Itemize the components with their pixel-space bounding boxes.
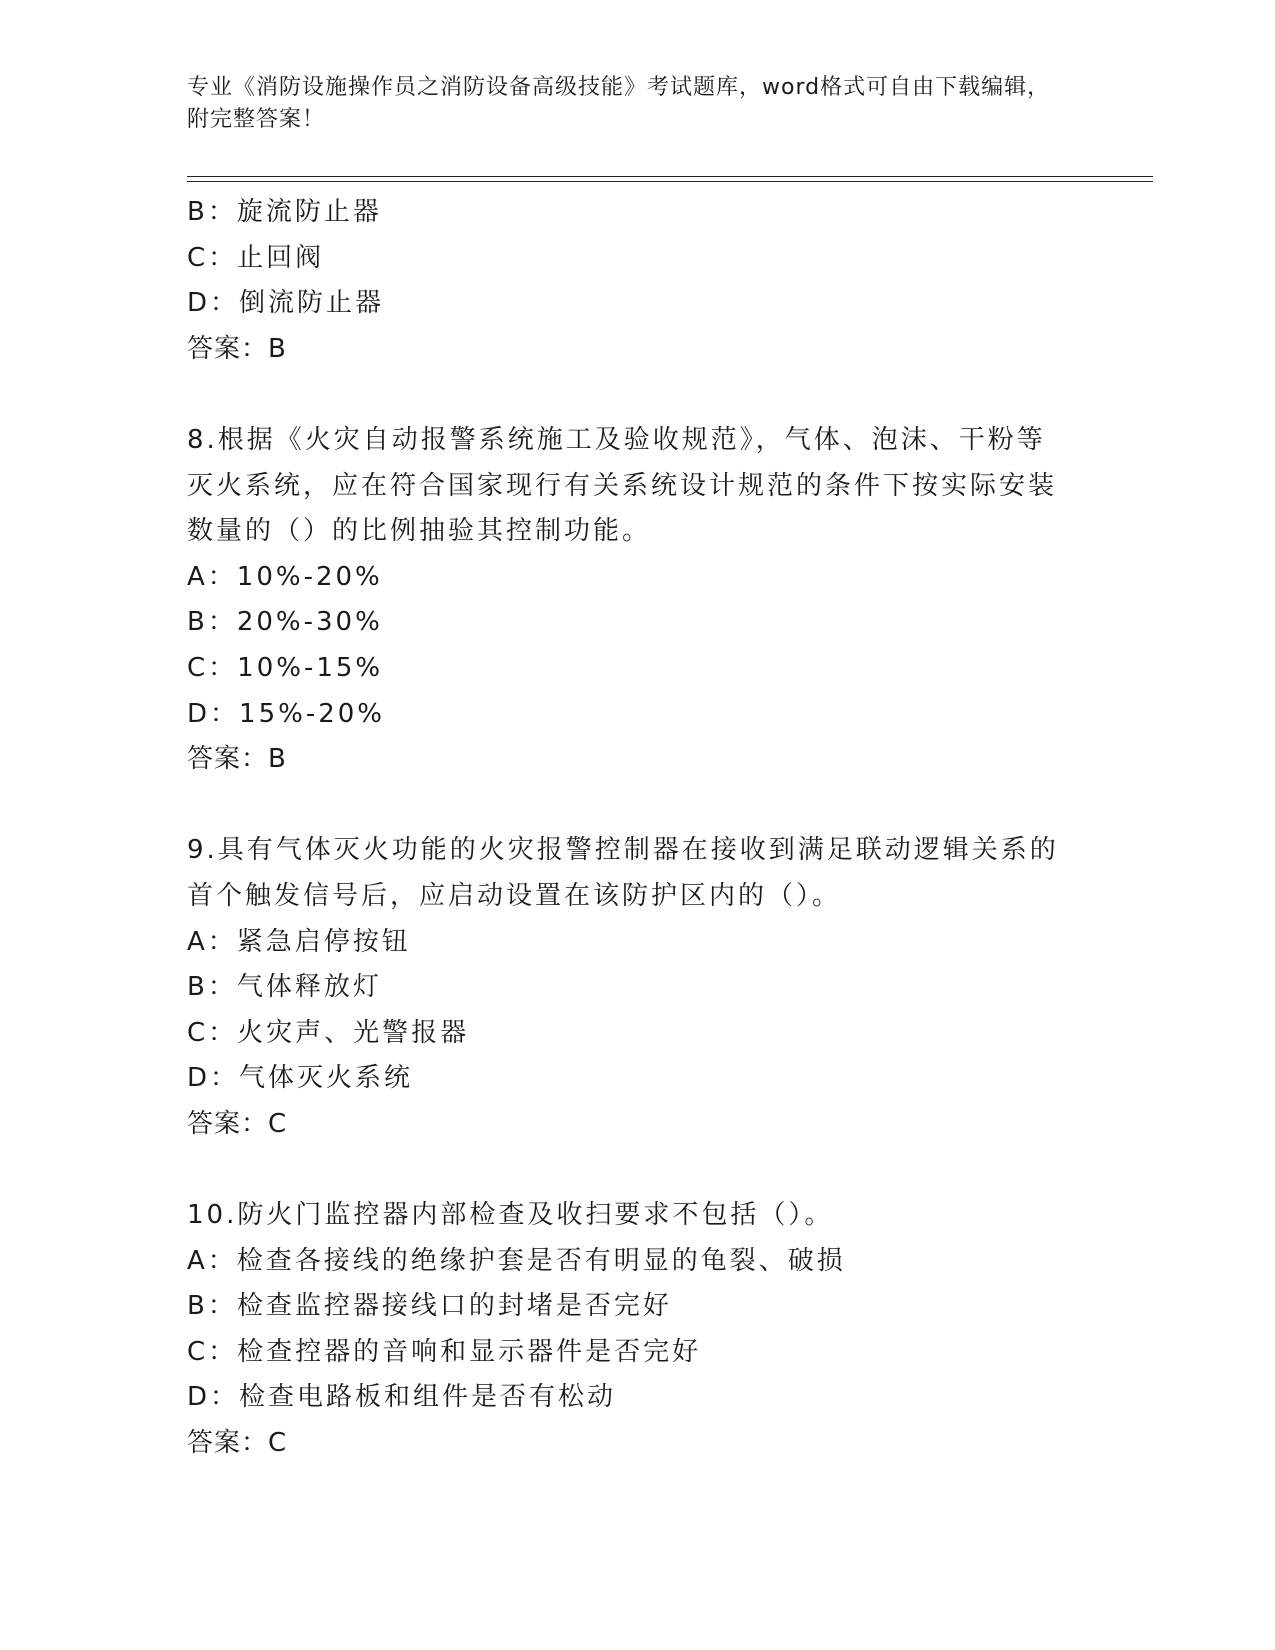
option-b: B：气体释放灯 — [187, 972, 382, 1003]
question-stem: 9.具有气体灭火功能的火灾报警控制器在接收到满足联动逻辑关系的首个触发信号后，应启动设置在该防护区内的（）。 — [187, 835, 1059, 911]
answer-line: 答案：C — [187, 1428, 288, 1459]
option-d: D：倒流防止器 — [187, 288, 385, 319]
option-c: C：10%-15% — [187, 652, 384, 683]
option-a: A：紧急启停按钮 — [187, 926, 411, 957]
header-rule-top — [187, 176, 1153, 177]
answer-line: 答案：B — [187, 744, 287, 775]
option-a: A：检查各接线的绝缘护套是否有明显的龟裂、破损 — [187, 1245, 846, 1276]
option-d: D：检查电路板和组件是否有松动 — [187, 1382, 617, 1413]
question-stem: 10.防火门监控器内部检查及收扫要求不包括（）。 — [187, 1200, 834, 1231]
answer-line: 答案：B — [187, 333, 287, 364]
option-b: B：20%-30% — [187, 607, 383, 638]
page-header: 专业《消防设施操作员之消防设备高级技能》考试题库，word格式可自由下载编辑，附完整答案！ — [187, 75, 1051, 132]
option-c: C：检查控器的音响和显示器件是否完好 — [187, 1336, 702, 1367]
option-d: D：气体灭火系统 — [187, 1063, 414, 1094]
header-rule-bottom — [187, 181, 1153, 182]
answer-line: 答案：C — [187, 1108, 288, 1139]
option-b: B：检查监控器接线口的封堵是否完好 — [187, 1291, 672, 1322]
option-d: D：15%-20% — [187, 698, 385, 729]
option-b: B：旋流防止器 — [187, 197, 382, 227]
option-c: C：止回阀 — [187, 242, 325, 273]
question-content — [187, 190, 1067, 1467]
option-c: C：火灾声、光警报器 — [187, 1017, 470, 1048]
option-a: A：10%-20% — [187, 561, 383, 592]
question-stem: 8.根据《火灾自动报警系统施工及验收规范》，气体、泡沫、干粉等灭火系统，应在符合国家现行有关系统设计规范的条件下按实际安装数量的（）的比例抽验其控制功能。 — [187, 424, 1058, 547]
